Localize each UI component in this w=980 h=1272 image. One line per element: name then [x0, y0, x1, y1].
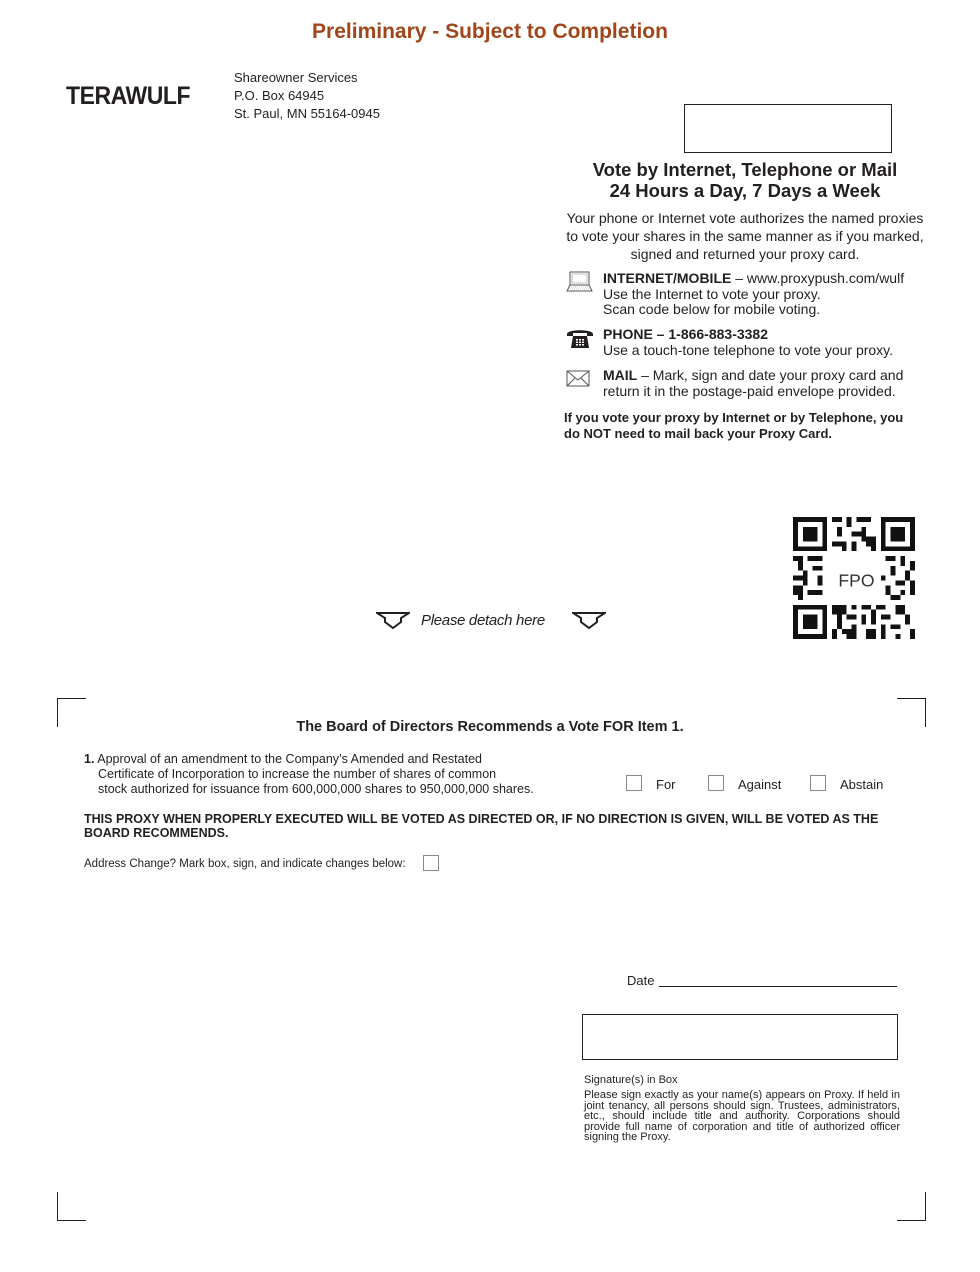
- separator: –: [731, 270, 747, 286]
- control-number-box: [684, 104, 892, 153]
- method-label: MAIL: [603, 367, 638, 383]
- separator: –: [652, 326, 669, 342]
- down-arrow-icon: [572, 610, 606, 630]
- signature-instructions: Please sign exactly as your name(s) appears on Proxy. If held in joint tenancy, all persons should sign. Trustees, administrators, etc., should include title and authority. Corporations should provide full name of corporation and title of authorized officer signing the Proxy.: [584, 1089, 900, 1143]
- address-change-checkbox[interactable]: [423, 855, 439, 871]
- crop-mark-bottom-left: [57, 1192, 86, 1221]
- method-label: [603, 326, 768, 342]
- proposal-text: Approval of an amendment to the Company’s Amended and Restated: [97, 752, 482, 766]
- vote-for-checkbox[interactable]: [626, 775, 642, 791]
- mail-voting-method: [566, 368, 936, 402]
- date-label: Date: [627, 973, 655, 988]
- proposal-item-1: [84, 752, 564, 797]
- statement-line: THIS PROXY WHEN PROPERLY EXECUTED WILL BE VOTED AS DIRECTED OR, IF NO DIRECTION IS GIVEN, WILL BE VOTED AS THE: [84, 812, 879, 826]
- phone-label: PHONE: [603, 326, 653, 342]
- laptop-icon: [566, 271, 594, 295]
- method-line: return it in the postage-paid envelope provided.: [603, 382, 896, 399]
- address-change-label: Address Change? Mark box, sign, and indicate changes below:: [84, 858, 406, 870]
- method-line: Use the Internet to vote your proxy.: [603, 285, 821, 302]
- detach-instruction: [376, 608, 608, 634]
- separator: –: [637, 367, 653, 383]
- vote-against-checkbox[interactable]: [708, 775, 724, 791]
- address-line: Shareowner Services: [234, 70, 358, 85]
- method-line: Use a touch-tone telephone to vote your proxy.: [603, 341, 894, 358]
- proposal-text: stock authorized for issuance from 600,000,000 shares to 950,000,000 shares.: [98, 782, 534, 796]
- proposal-text: Certificate of Incorporation to increase the number of shares of common: [98, 767, 497, 781]
- address-line: St. Paul, MN 55164-0945: [234, 106, 380, 121]
- qr-code[interactable]: [793, 517, 915, 639]
- date-field[interactable]: [659, 986, 897, 987]
- signature-box[interactable]: [582, 1014, 898, 1060]
- qr-label: FPO: [838, 570, 875, 591]
- voting-url-link[interactable]: www.proxypush.com/wulf: [746, 270, 905, 286]
- voting-title-line: Vote by Internet, Telephone or Mail: [592, 159, 898, 180]
- note-line: If you vote your proxy by Internet or by Telephone, you: [564, 410, 904, 425]
- vote-abstain-checkbox[interactable]: [810, 775, 826, 791]
- no-mail-needed-note: [564, 410, 934, 441]
- statement-line: BOARD RECOMMENDS.: [84, 826, 229, 840]
- envelope-icon: [566, 368, 594, 392]
- voting-description: Your phone or Internet vote authorizes the named proxies to vote your shares in the same manner as if you marked, signed and returned your proxy card.: [566, 210, 924, 262]
- phone-voting-text: [603, 327, 893, 358]
- method-detail: Mark, sign and date your proxy card and: [652, 367, 904, 383]
- internet-voting-text: [603, 271, 904, 318]
- detach-label: Please detach here: [421, 612, 545, 629]
- proposal-number: 1.: [84, 752, 95, 766]
- down-arrow-icon: [376, 610, 410, 630]
- crop-mark-bottom-right: [897, 1192, 926, 1221]
- return-address: [234, 69, 380, 123]
- vote-abstain-label: Abstain: [840, 777, 884, 792]
- vote-against-label: Against: [738, 777, 782, 792]
- phone-voting-method: [566, 327, 936, 361]
- vote-for-label: For: [656, 777, 676, 792]
- preliminary-banner: Preliminary - Subject to Completion: [312, 20, 668, 43]
- proxy-execution-statement: [84, 812, 914, 840]
- company-logo: TERAWULF: [66, 82, 191, 110]
- address-line: P.O. Box 64945: [234, 88, 325, 103]
- telephone-icon: [566, 327, 594, 351]
- voting-title: [560, 159, 930, 201]
- method-line: Scan code below for mobile voting.: [603, 301, 821, 317]
- voting-title-line: 24 Hours a Day, 7 Days a Week: [609, 180, 881, 201]
- method-label: INTERNET/MOBILE: [603, 270, 732, 286]
- internet-voting-method: [566, 271, 936, 321]
- board-recommendation: The Board of Directors Recommends a Vote FOR Item 1.: [296, 719, 684, 735]
- phone-number[interactable]: 1-866-883-3382: [668, 326, 769, 342]
- note-line: do NOT need to mail back your Proxy Card.: [564, 425, 833, 441]
- mail-voting-text: [603, 368, 903, 399]
- signature-label: Signature(s) in Box: [584, 1074, 678, 1086]
